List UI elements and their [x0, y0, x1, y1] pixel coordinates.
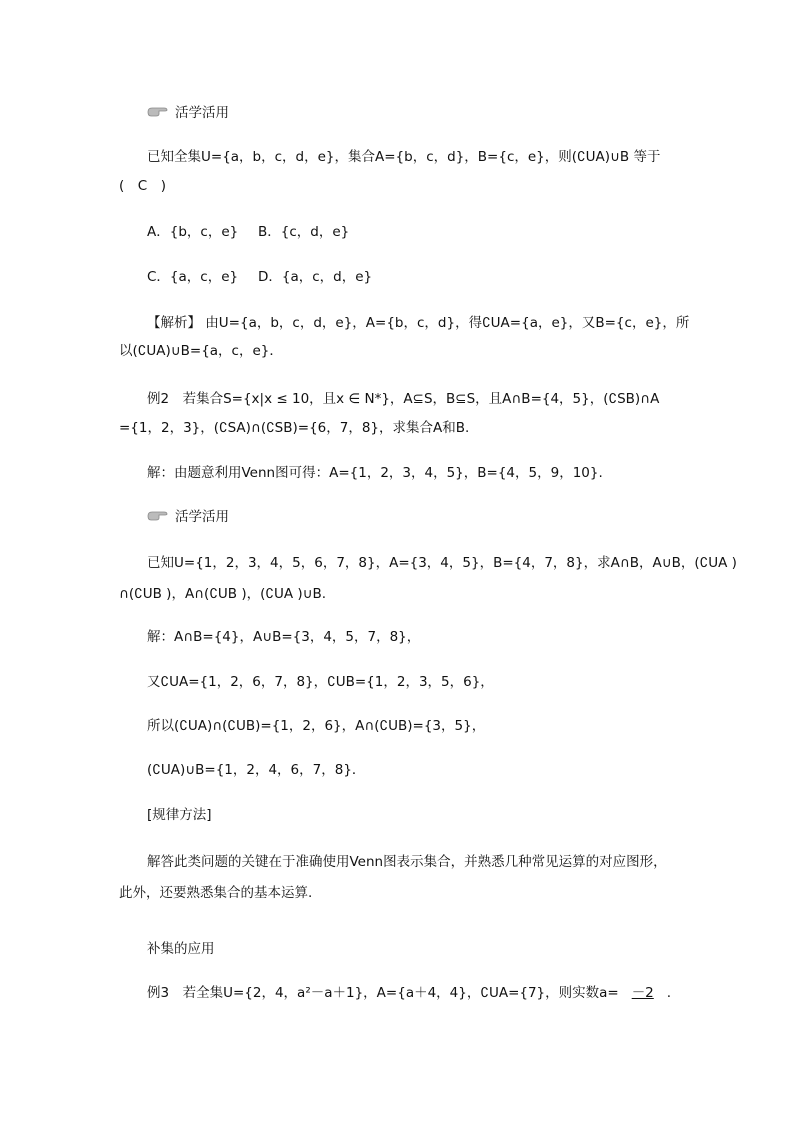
question-2-solution-3: 所以(∁UA)∩(∁UB)={1，2，6}，A∩(∁UB)={3，5}，: [147, 718, 486, 734]
question-1-stem: 已知全集U={a，b，c，d，e}，集合A={b，c，d}，B={c，e}，则(∁UA)∪B 等于: [147, 149, 661, 165]
example-2-line-2: ={1，2，3}，(∁SA)∩(∁SB)={6，7，8}，求集合A和B.: [119, 420, 470, 436]
practice-heading-1: [147, 103, 229, 123]
option-b: B．{c，d，e}: [258, 224, 350, 240]
example-3: [147, 983, 671, 1003]
pointing-hand-icon: [147, 103, 169, 123]
example-3-end: .: [666, 985, 672, 1001]
question-2-solution-2: 又∁UA={1，2，6，7，8}，∁UB={1，2，3，5，6}，: [147, 674, 494, 690]
complement-heading: 补集的应用: [147, 941, 215, 957]
practice-heading-label: 活学活用: [175, 105, 229, 121]
option-c: C．{a，c，e}: [147, 269, 239, 285]
example-2-line-1: 例2 若集合S={x|x ≤ 10，且x ∈ N*}，A⊆S，B⊆S，且A∩B={4，5}，(∁SB)∩A: [147, 391, 660, 407]
practice-heading-2: [147, 507, 229, 527]
analysis-line-1: 【解析】 由U={a，b，c，d，e}，A={b，c，d}，得∁UA={a，e}，又B={c，e}，所: [147, 315, 690, 331]
method-line-1: 解答此类问题的关键在于准确使用Venn图表示集合，并熟悉几种常见运算的对应图形，: [147, 854, 667, 870]
method-heading: [规律方法]: [147, 807, 212, 823]
example-2-solution: 解：由题意利用Venn图可得：A={1，2，3，4，5}，B={4，5，9，10}.: [147, 465, 603, 481]
question-2-solution-4: (∁UA)∪B={1，2，4，6，7，8}．: [147, 762, 366, 778]
method-line-2: 此外，还要熟悉集合的基本运算.: [119, 885, 313, 901]
pointing-hand-icon: [147, 507, 169, 527]
analysis-line-2: 以(∁UA)∪B={a，c，e}．: [119, 343, 283, 359]
question-2-line-2: ∩(∁UB )，A∩(∁UB )，(∁UA )∪B.: [119, 586, 327, 602]
question-2-line-1: 已知U={1，2，3，4，5，6，7，8}，A={3，4，5}，B={4，7，8}，求A∩B，A∪B，(∁UA ): [147, 555, 737, 571]
practice-heading-label: 活学活用: [175, 509, 229, 525]
question-1-answer: ( C ): [119, 178, 166, 194]
question-2-solution-1: 解：A∩B={4}，A∪B={3，4，5，7，8}，: [147, 629, 421, 645]
example-3-answer: －2: [631, 985, 654, 1001]
example-3-text: 例3 若全集U={2，4，a²－a＋1}，A={a＋4，4}，∁UA={7}，则实数a=: [147, 985, 619, 1001]
option-a: A．{b，c，e}: [147, 224, 239, 240]
option-d: D．{a，c，d，e}: [258, 269, 373, 285]
